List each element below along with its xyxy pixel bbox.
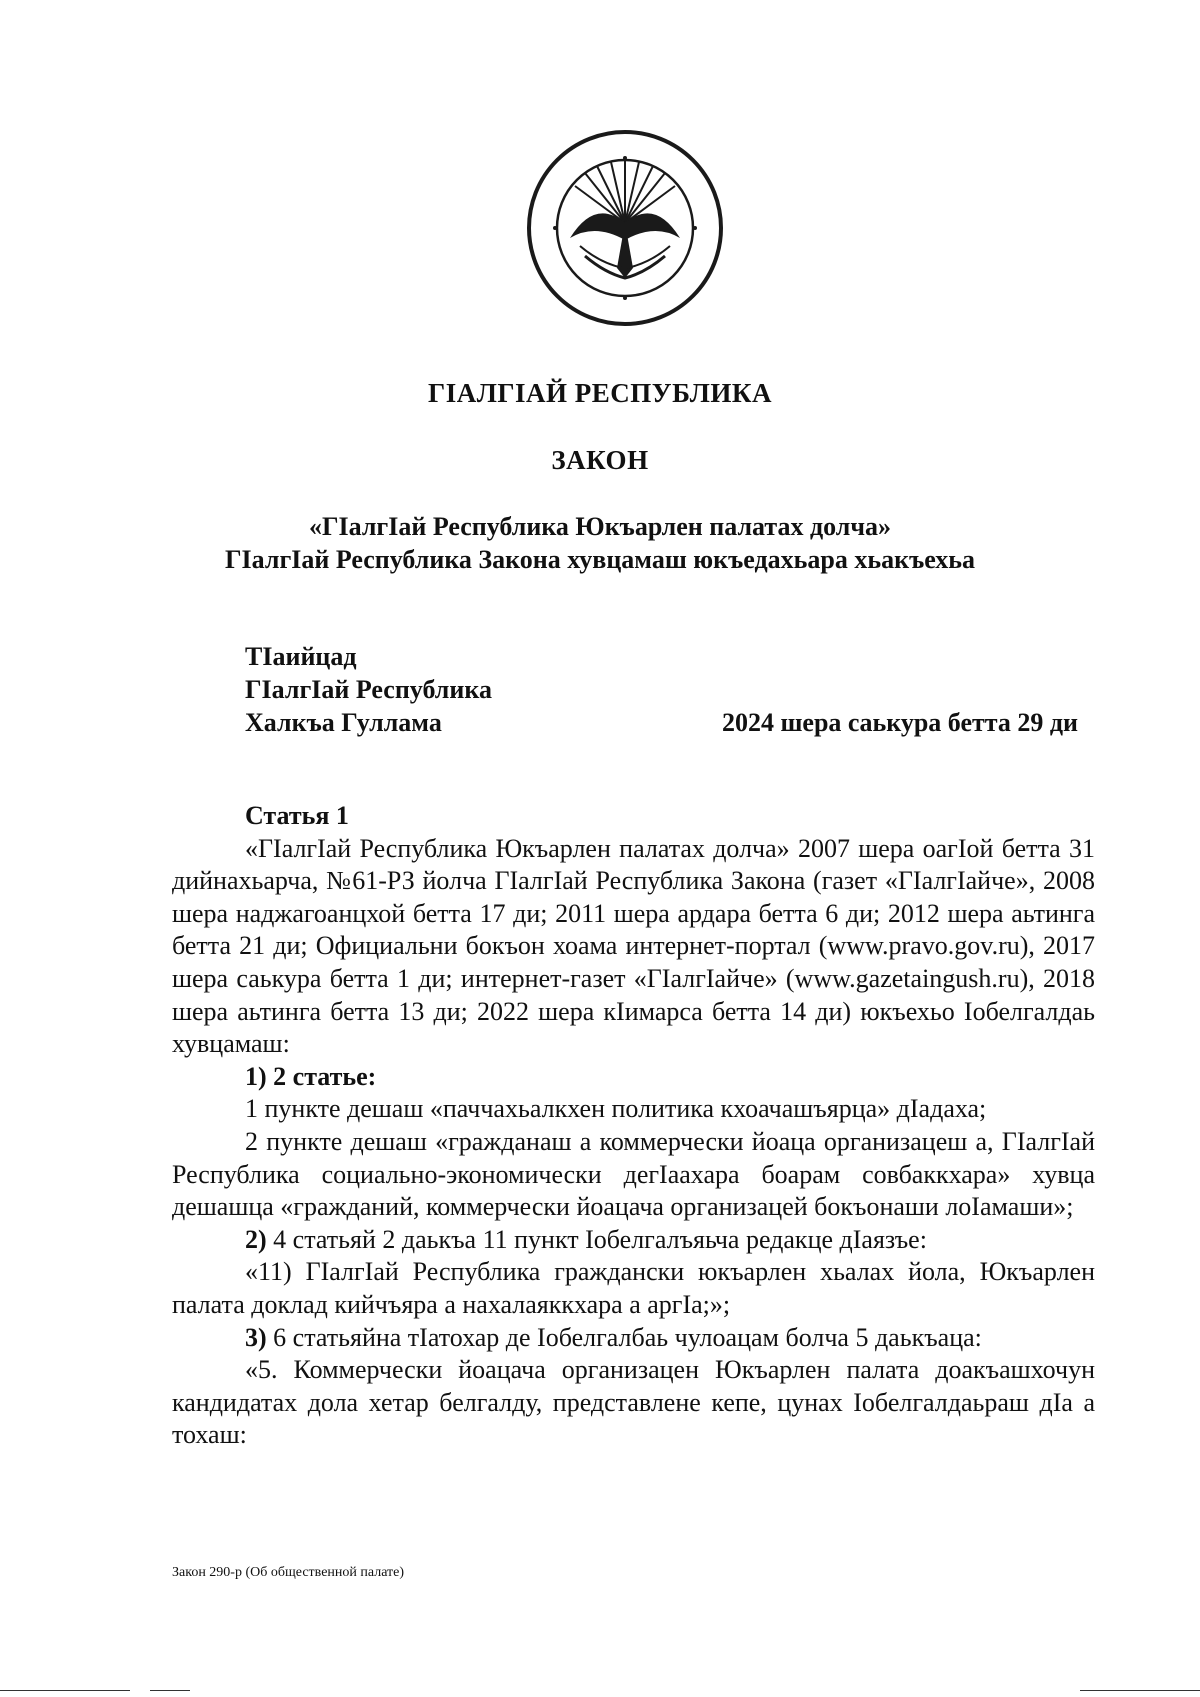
law-title [0,510,1200,576]
item-1-paragraph-1: 1 пункте дешаш «паччахьалкхен политика кхоачашъярца» дIадаха; [245,1094,987,1124]
article-heading: Статья 1 [245,801,349,830]
item-2-text: 4 статьяй 2 даькъа 11 пункт Iобелгалъяьча редакце дIаязъе: [266,1224,927,1254]
adopted-label: ТIаийцад [245,642,357,671]
item-3-number: 3) [245,1322,267,1352]
item-1-paragraph-2: 2 пункте дешаш «гражданаш а коммерчески йоаца организацеш а, ГIалгIай Республика социально-экономически дегIаахара боарам совбаккхара» хувца дешашца «гражданий, коммерчески йоацача организацей бокъонаши лоIамаши»; [172,1126,1095,1222]
item-2-number: 2) [245,1224,267,1254]
adopted-by-line-2: Халкъа Гуллама [245,708,442,737]
item-2-paragraph [172,1224,1095,1257]
item-1-label: 1) 2 статье: [245,1061,377,1091]
law-title-line-2: ГIалгIай Республика Закона хувцамаш юкъедахьара хьакъехьа [224,545,976,574]
adopted-by-line-1: ГIалгIай Республика [245,675,492,704]
item-3-paragraph [172,1322,1095,1355]
scan-artifact-line [1080,1690,1200,1691]
law-title-line-1: «ГIалгIай Республика Юкъарлен палатах долча» [308,512,892,541]
document-type: ЗАКОН [551,445,649,475]
item-2-quote: «11) ГIалгIай Республика граждански юкъарлен хьалах йола, Юкъарлен палата доклад кийчъяра а нахалаяккхара а аргIа;»; [172,1257,1095,1319]
republic-title: ГIАЛГIАЙ РЕСПУБЛИКА [428,378,772,408]
item-3-quote: «5. Коммерчески йоацача организацен Юкъарлен палата доакъашхочун кандидатах дола хетар белгалду, представлене кепе, цунах Iобелгалдаьраш дIа а тохаш: [172,1355,1095,1450]
adoption-block [245,640,1090,739]
article-body [172,800,1095,1452]
item-3-text: 6 статьяйна тIатохар де Iобелгалбаь чулоацам болча 5 даькъаца: [266,1322,982,1352]
article-intro-paragraph: «ГIалгIай Республика Юкъарлен палатах долча» 2007 шера оагIой бетта 31 дийнахьарча, №61-РЗ йолча ГIалгIай Республика Закона (газет «ГIалгIайче», 2008 шера наджагоанцхой бетта 17 ди; 2011 шера ардара бетта 6 ди; 2012 шера аьтинга бетта 21 ди; Официальни бокъон хоама интернет-портал (www.pravo.gov.ru), 2017 шера саькура бетта 1 ди; интернет-газет «ГIалгIайче» (www.gazetaingush.ru), 2018 шера аьтинга бетта 13 ди; 2022 шера кIимарса бетта 14 ди) юкъехьо Iобелгалдаь хувцамаш: [172,833,1095,1059]
scan-artifact-line [150,1690,190,1691]
adoption-date: 2024 шера cаькура бетта 29 ди [721,708,1078,737]
footer-note: Закон 290-р (Об общественной палате) [172,1565,405,1580]
scan-artifact-line [0,1690,130,1691]
republic-seal-icon [525,128,725,328]
